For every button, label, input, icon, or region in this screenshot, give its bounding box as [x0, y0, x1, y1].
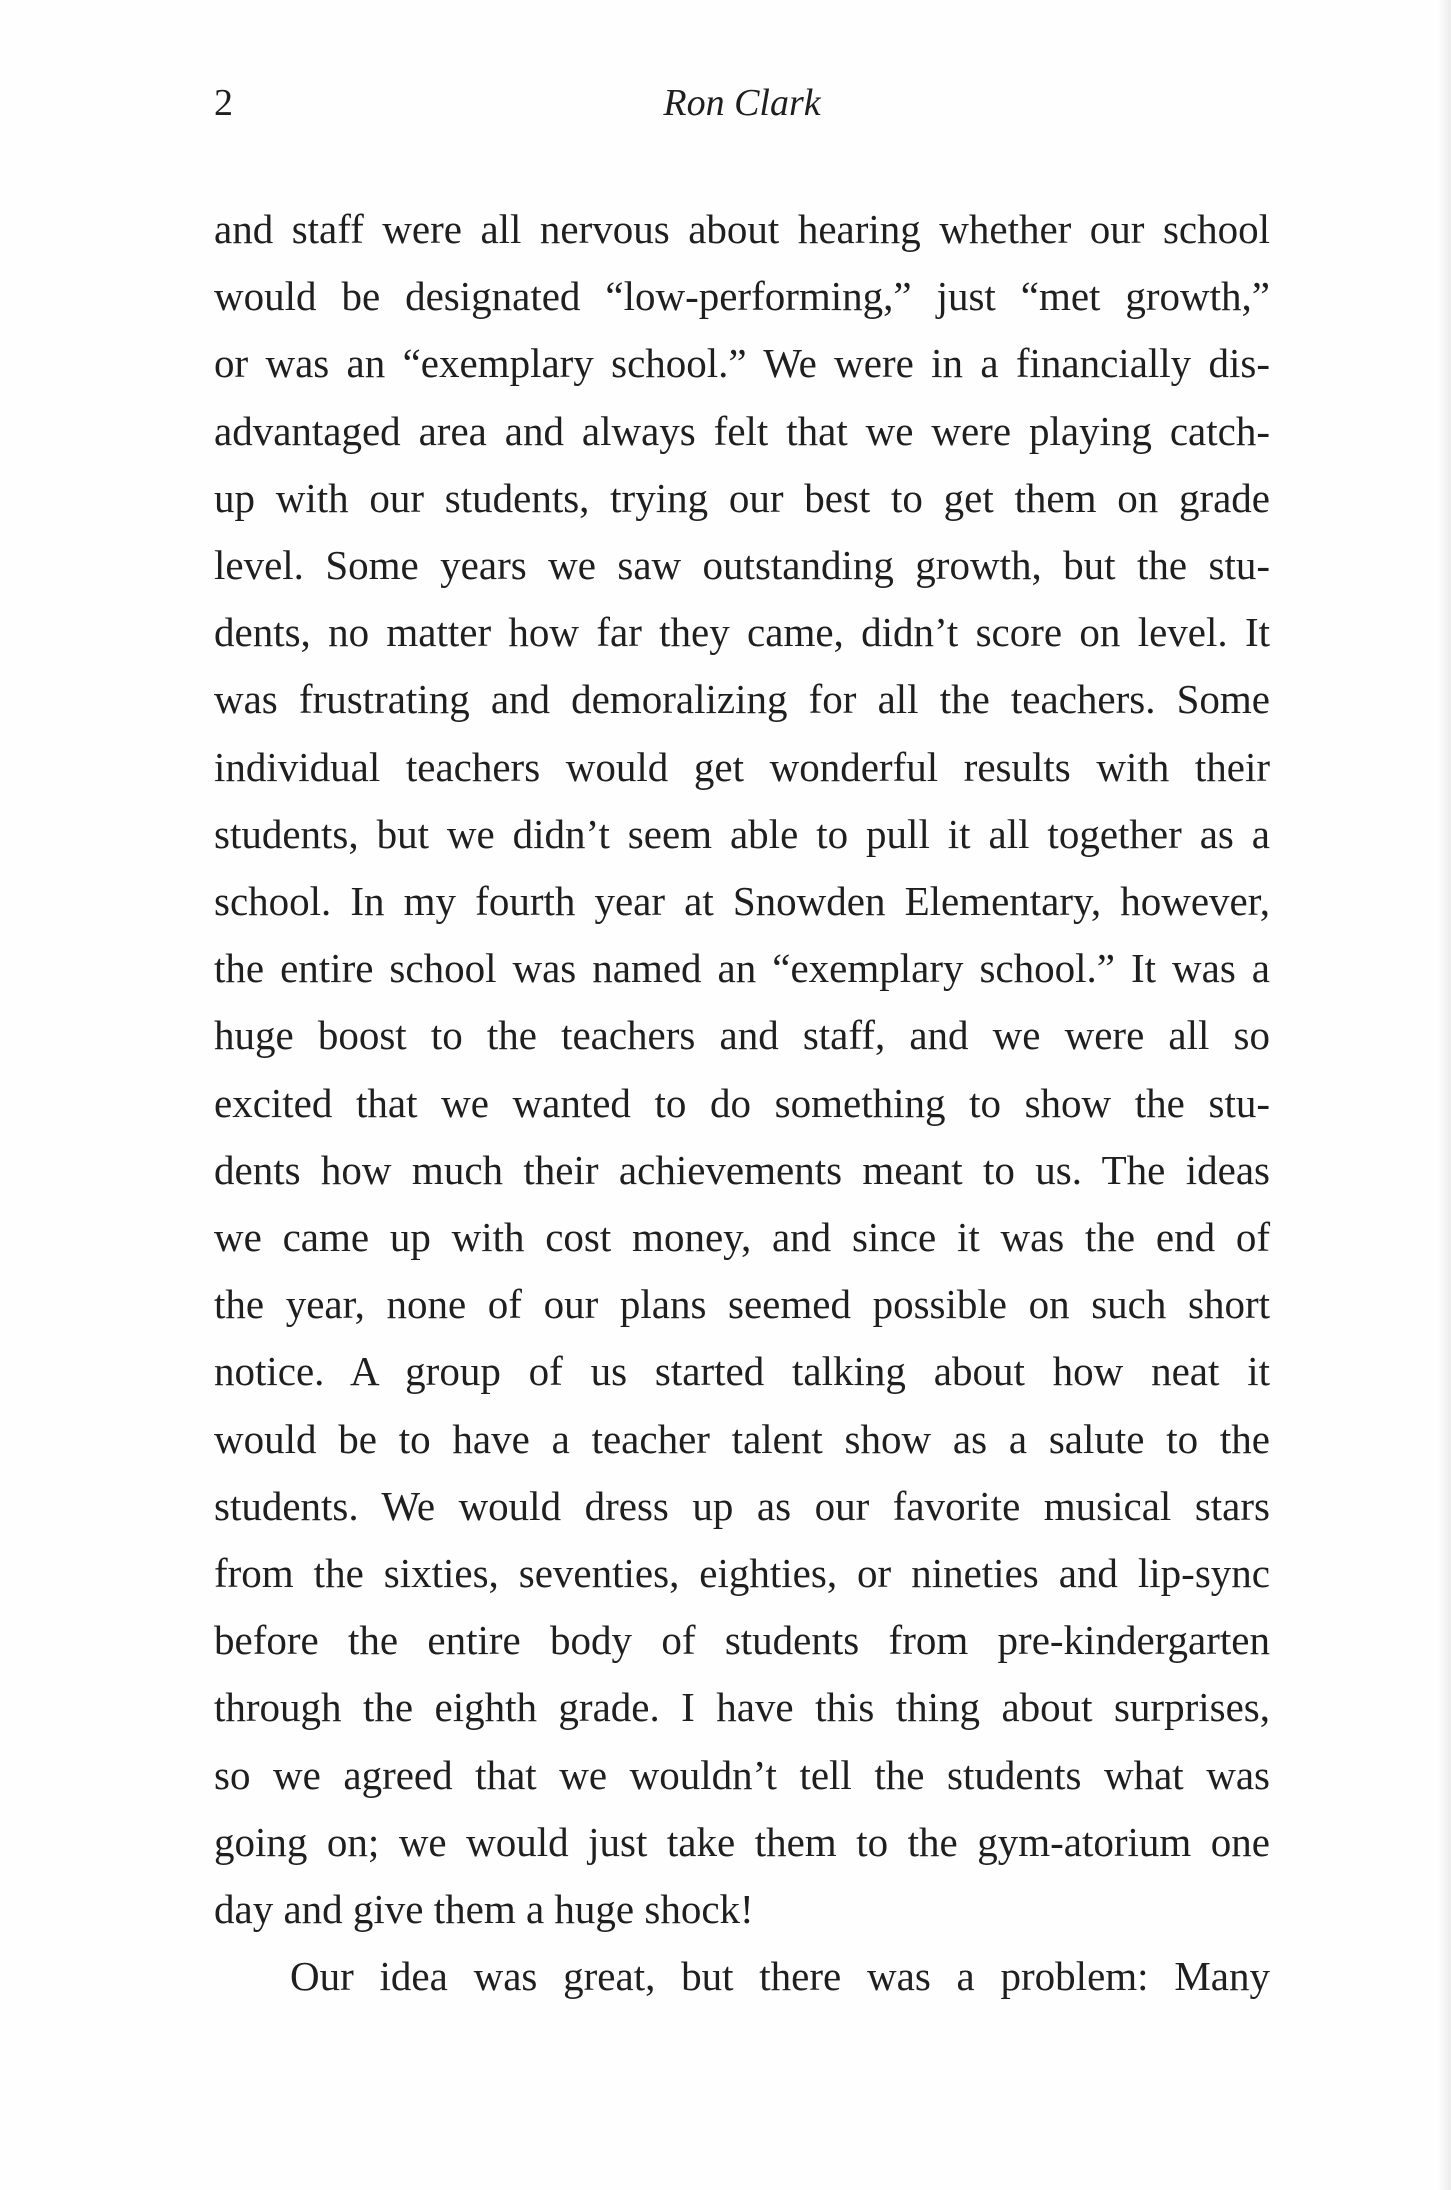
text-line: advantaged area and always felt that we were playing catch- [214, 407, 1270, 454]
paragraph-2 [214, 1943, 1270, 2010]
text-line: going on; we would just take them to the gym-atorium one [214, 1818, 1270, 1865]
text-line: dents, no matter how far they came, didn’t score on level. It [214, 609, 1270, 656]
running-head-author: Ron Clark [663, 82, 821, 124]
text-line: was frustrating and demoralizing for all the teachers. Some [214, 676, 1270, 723]
text-line: individual teachers would get wonderful results with their [214, 743, 1270, 790]
text-line: through the eighth grade. I have this thing about surprises, [214, 1684, 1270, 1731]
text-line: students, but we didn’t seem able to pull it all together as a [214, 810, 1270, 857]
text-line: and staff were all nervous about hearing whether our school [214, 206, 1270, 252]
text-line: would be to have a teacher talent show as a salute to the [214, 1415, 1270, 1462]
text-line: or was an “exemplary school.” We were in a financially dis- [214, 340, 1270, 387]
text-line: notice. A group of us started talking about how neat it [214, 1348, 1270, 1395]
paragraph-1 [214, 196, 1270, 1943]
text-line: level. Some years we saw outstanding growth, but the stu- [214, 542, 1270, 589]
text-line: huge boost to the teachers and staff, and we were all so [214, 1012, 1270, 1059]
text-line: school. In my fourth year at Snowden Elementary, however, [214, 878, 1270, 925]
text-line: we came up with cost money, and since it was the end of [214, 1214, 1270, 1261]
text-line: dents how much their achievements meant to us. The ideas [214, 1146, 1270, 1193]
text-line: the entire school was named an “exemplary school.” It was a [214, 945, 1270, 992]
text-line: so we agreed that we wouldn’t tell the students what was [214, 1751, 1270, 1798]
text-line: before the entire body of students from pre-kindergarten [214, 1617, 1270, 1664]
text-line: up with our students, trying our best to get them on grade [214, 474, 1270, 521]
text-line: excited that we wanted to do something to show the stu- [214, 1079, 1270, 1126]
text-line: Our idea was great, but there was a problem: Many [290, 1953, 1270, 2000]
body-text [214, 196, 1270, 2010]
text-line: day and give them a huge shock! [214, 1886, 754, 1933]
page-edge-shadow [1437, 0, 1451, 2190]
text-line: the year, none of our plans seemed possible on such short [214, 1281, 1270, 1328]
text-line: from the sixties, seventies, eighties, or nineties and lip-sync [214, 1550, 1270, 1597]
page-header [214, 78, 1270, 128]
text-line: would be designated “low-performing,” just “met growth,” [214, 273, 1270, 320]
text-line: students. We would dress up as our favorite musical stars [214, 1482, 1270, 1529]
page-number: 2 [214, 82, 233, 124]
